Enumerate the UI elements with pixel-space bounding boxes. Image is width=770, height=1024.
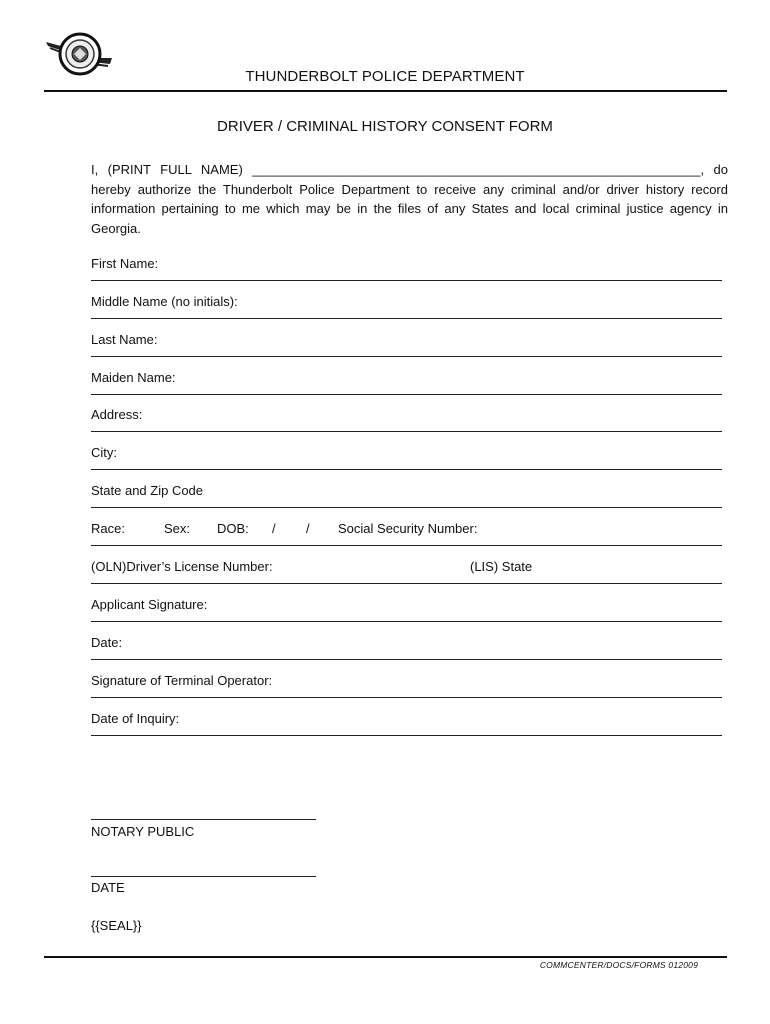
footer-divider bbox=[44, 956, 727, 958]
maiden-name-field[interactable] bbox=[91, 370, 722, 395]
notary-signature-line[interactable] bbox=[91, 819, 316, 820]
last-name-field[interactable] bbox=[91, 332, 722, 357]
middle-name-label: Middle Name (no initials): bbox=[91, 294, 238, 309]
race-label: Race: bbox=[91, 521, 125, 536]
dob-separator: / bbox=[272, 521, 276, 536]
license-field[interactable] bbox=[91, 559, 722, 584]
date-field[interactable] bbox=[91, 635, 722, 660]
state-zip-field[interactable] bbox=[91, 483, 722, 508]
header-divider bbox=[44, 90, 727, 92]
terminal-operator-label: Signature of Terminal Operator: bbox=[91, 673, 273, 688]
middle-name-field[interactable] bbox=[91, 294, 722, 319]
date-label: Date: bbox=[91, 635, 123, 650]
applicant-signature-label: Applicant Signature: bbox=[91, 597, 208, 612]
dob-separator: / bbox=[306, 521, 310, 536]
city-field[interactable] bbox=[91, 445, 722, 470]
state-zip-label: State and Zip Code bbox=[91, 483, 204, 498]
form-title: DRIVER / CRIMINAL HISTORY CONSENT FORM bbox=[217, 118, 553, 135]
department-name: THUNDERBOLT POLICE DEPARTMENT bbox=[245, 68, 525, 85]
address-field[interactable] bbox=[91, 407, 722, 432]
notary-public-label: NOTARY PUBLIC bbox=[91, 824, 195, 839]
first-name-field[interactable] bbox=[91, 256, 722, 281]
sex-label: Sex: bbox=[164, 521, 191, 536]
consent-statement: I, (PRINT FULL NAME) ______________________________________________________________, do hereby authorize the Thunderbolt Police Department to receive any criminal and/or driver history record information pertaining to me which may be in the files of any States and local criminal justice agency in Georgia. bbox=[91, 162, 728, 236]
seal-placeholder: {{SEAL}} bbox=[91, 918, 142, 933]
form-code: COMMCENTER/DOCS/FORMS 012009 bbox=[539, 960, 698, 970]
date-of-inquiry-label: Date of Inquiry: bbox=[91, 711, 180, 726]
address-label: Address: bbox=[91, 407, 143, 422]
last-name-label: Last Name: bbox=[91, 332, 158, 347]
notary-date-line[interactable] bbox=[91, 876, 316, 877]
demographics-field[interactable] bbox=[91, 521, 722, 546]
first-name-label: First Name: bbox=[91, 256, 159, 271]
applicant-signature-field[interactable] bbox=[91, 597, 722, 622]
notary-date-label: DATE bbox=[91, 880, 125, 895]
license-number-label: (OLN)Driver’s License Number: bbox=[91, 559, 273, 574]
maiden-name-label: Maiden Name: bbox=[91, 370, 176, 385]
terminal-operator-signature-field[interactable] bbox=[91, 673, 722, 698]
city-label: City: bbox=[91, 445, 117, 460]
date-of-inquiry-field[interactable] bbox=[91, 711, 722, 736]
dob-label: DOB: bbox=[217, 521, 249, 536]
ssn-label: Social Security Number: bbox=[338, 521, 478, 536]
lis-state-label: (LIS) State bbox=[470, 559, 533, 574]
